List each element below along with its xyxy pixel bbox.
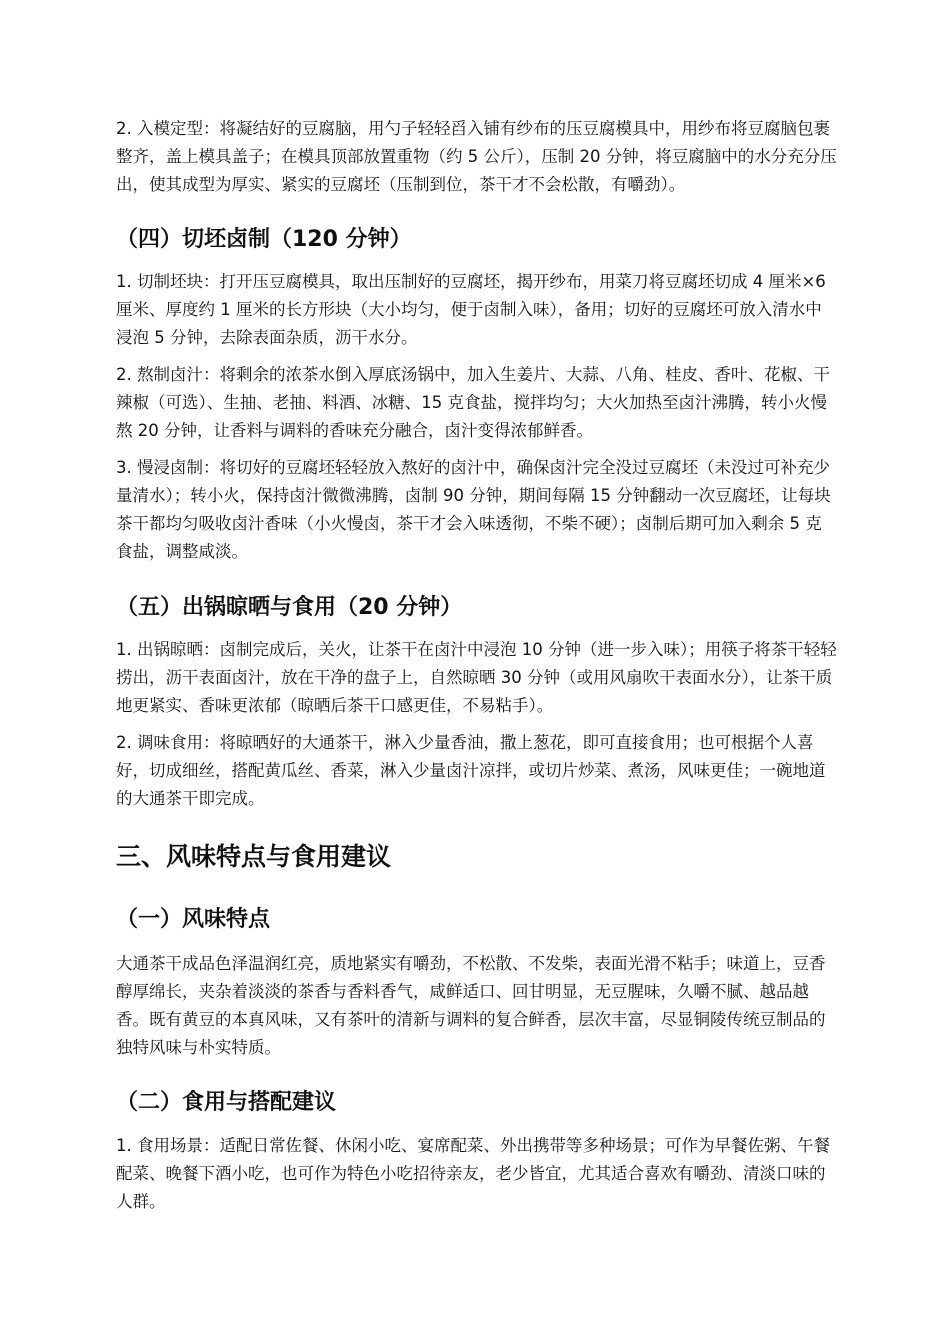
- step-brine-paragraph: 2. 熬制卤汁：将剩余的浓茶水倒入厚底汤锅中，加入生姜片、大蒜、八角、桂皮、香叶、花椒、干辣椒（可选）、生抽、老抽、料酒、冰糖、15 克食盐，搅拌均匀；大火加热至卤汁沸腾，转小火慢熬 20 分钟，让香料与调料的香味充分融合，卤汁变得浓郁鲜香。: [116, 365, 830, 440]
- step-cut-paragraph: 1. 切制坯块：打开压豆腐模具，取出压制好的豆腐坯，揭开纱布，用菜刀将豆腐坯切成 4 厘米×6 厘米、厚度约 1 厘米的长方形块（大小均匀，便于卤制入味），备用；切好的豆腐坯可放入清水中浸泡 5 分钟，去除表面杂质，沥干水分。: [116, 272, 826, 347]
- part-3-heading: 三、风味特点与食用建议: [116, 842, 392, 871]
- step-dry-paragraph: 1. 出锅晾晒：卤制完成后，关火，让茶干在卤汁中浸泡 10 分钟（进一步入味）；用筷子将茶干轻轻捞出，沥干表面卤汁，放在干净的盘子上，自然晾晒 30 分钟（或用风扇吹干表面水分），让茶干质地更紧实、香味更浓郁（晾晒后茶干口感更佳，不易粘手）。: [116, 640, 837, 715]
- flavor-heading: （一）风味特点: [116, 907, 271, 932]
- pairing-heading: （二）食用与搭配建议: [116, 1090, 337, 1115]
- step-serve-paragraph: 2. 调味食用：将晾晒好的大通茶干，淋入少量香油，撒上葱花，即可直接食用；也可根据个人喜好，切成细丝，搭配黄瓜丝、香菜，淋入少量卤汁凉拌，或切片炒菜、煮汤，风味更佳；一碗地道的大通茶干即完成。: [116, 733, 826, 808]
- flavor-paragraph: 大通茶干成品色泽温润红亮，质地紧实有嚼劲，不松散、不发柴，表面光滑不粘手；味道上，豆香醇厚绵长，夹杂着淡淡的茶香与香料香气，咸鲜适口、回甘明显，无豆腥味，久嚼不腻、越品越香。既有黄豆的本真风味，又有茶叶的清新与调料的复合鲜香，层次丰富，尽显铜陵传统豆制品的独特风味与朴实特质。: [116, 954, 826, 1057]
- step-simmer-paragraph: 3. 慢浸卤制：将切好的豆腐坯轻轻放入熬好的卤汁中，确保卤汁完全没过豆腐坯（未没过可补充少量清水）；转小火，保持卤汁微微沸腾，卤制 90 分钟，期间每隔 15 分钟翻动一次豆腐坯，让每块茶干都均匀吸收卤汁香味（小火慢卤，茶干才会入味透彻，不柴不硬）；卤制后期可加入剩余 5 克食盐，调整咸淡。: [116, 458, 831, 561]
- section-4-heading: （四）切坯卤制（120 分钟）: [116, 227, 412, 252]
- section-5-heading: （五）出锅晾晒与食用（20 分钟）: [116, 595, 463, 620]
- step-mold-paragraph: 2. 入模定型：将凝结好的豆腐脑，用勺子轻轻舀入铺有纱布的压豆腐模具中，用纱布将豆腐脑包裹整齐，盖上模具盖子；在模具顶部放置重物（约 5 公斤），压制 20 分钟，将豆腐脑中的水分充分压出，使其成型为厚实、紧实的豆腐坯（压制到位，茶干才不会松散，有嚼劲）。: [116, 119, 837, 194]
- scenes-paragraph: 1. 食用场景：适配日常佐餐、休闲小吃、宴席配菜、外出携带等多种场景；可作为早餐佐粥、午餐配菜、晚餐下酒小吃，也可作为特色小吃招待亲友，老少皆宜，尤其适合喜欢有嚼劲、清淡口味的人群。: [116, 1136, 830, 1211]
